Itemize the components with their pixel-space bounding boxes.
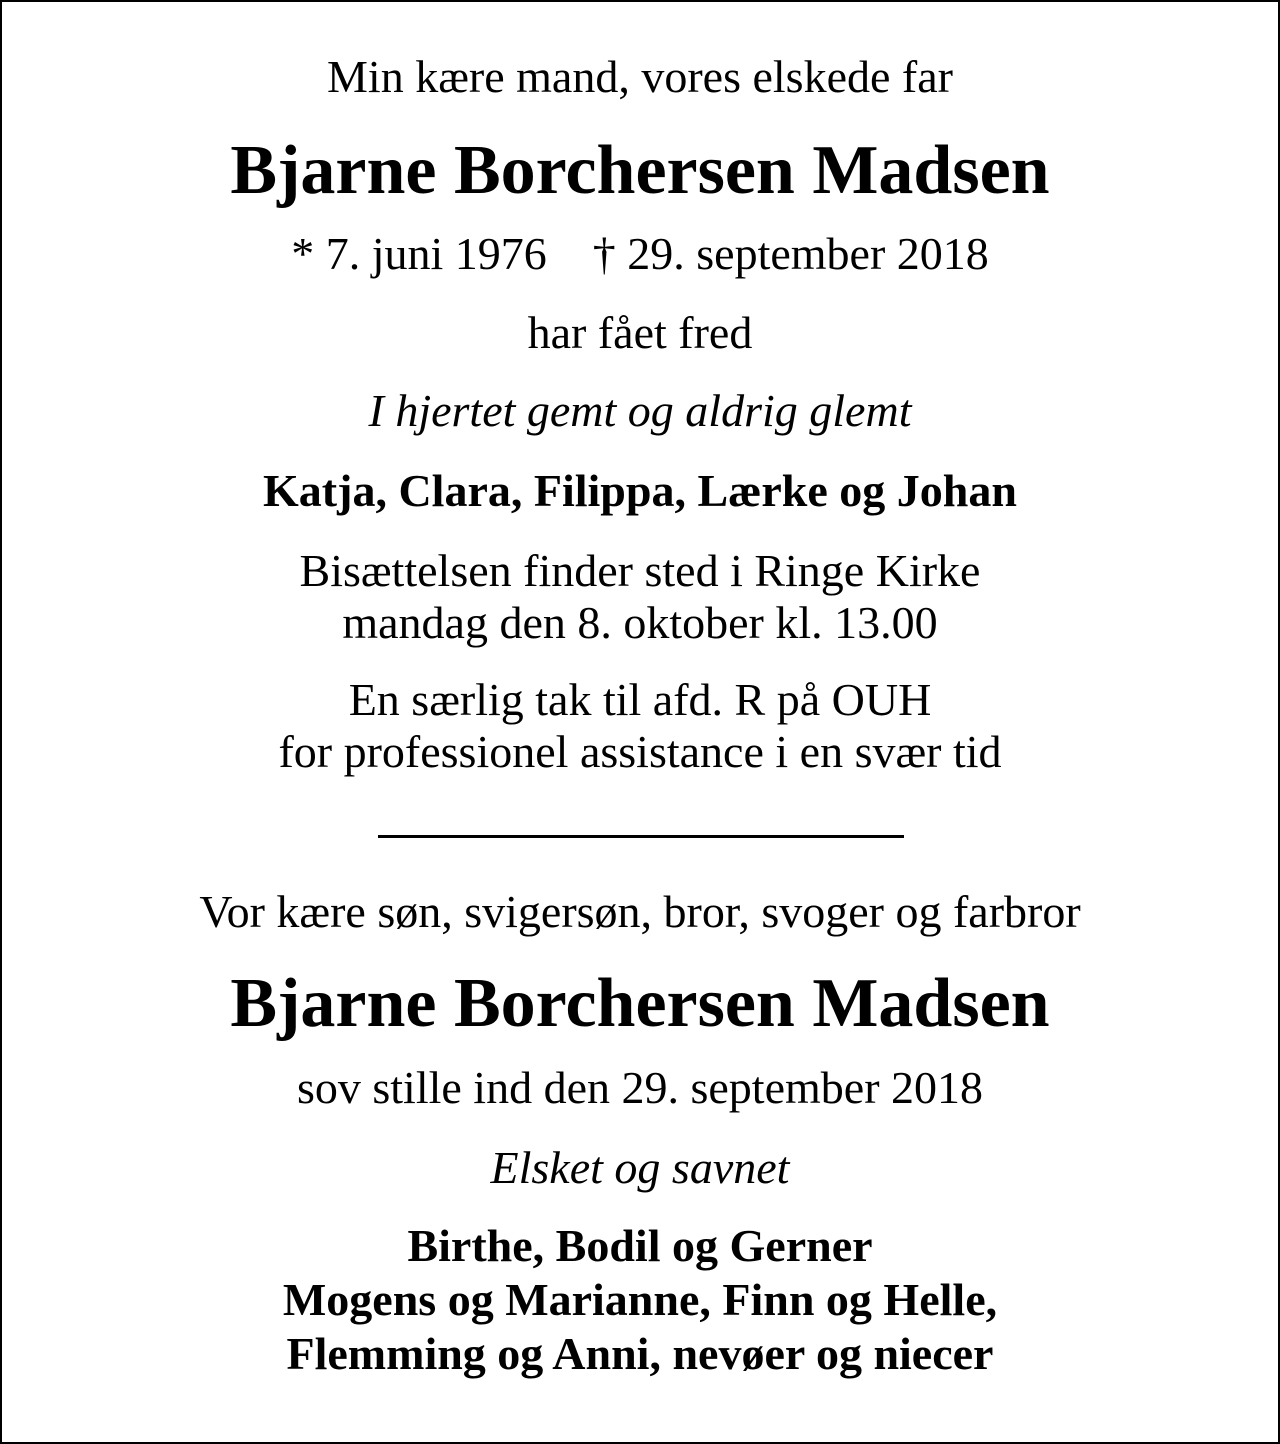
memorial-motto: Elsket og savnet — [490, 1142, 790, 1193]
notice-intro: Vor kære søn, svigersøn, bror, svoger og farbror — [199, 886, 1081, 937]
thanks-line: for professionel assistance i en svær tid — [278, 726, 1002, 777]
family-signature-line: Flemming og Anni, nevøer og niecer — [286, 1328, 994, 1379]
thanks-line: En særlig tak til afd. R på OUH — [348, 674, 932, 725]
notice-intro: Min kære mand, vores elskede far — [327, 51, 953, 102]
funeral-time-line: mandag den 8. oktober kl. 13.00 — [342, 597, 938, 648]
family-signature: Katja, Clara, Filippa, Lærke og Johan — [263, 465, 1017, 516]
funeral-info-line: Bisættelsen finder sted i Ringe Kirke — [299, 545, 981, 596]
life-dates — [0, 229, 1280, 280]
family-signature-line: Mogens og Marianne, Finn og Helle, — [282, 1274, 998, 1325]
status-text: sov stille ind den 29. september 2018 — [296, 1062, 984, 1113]
deceased-name: Bjarne Borchersen Madsen — [230, 965, 1050, 1042]
memorial-motto: I hjertet gemt og aldrig glemt — [368, 385, 912, 436]
deceased-name: Bjarne Borchersen Madsen — [230, 132, 1050, 209]
birth-date: * 7. juni 1976 — [291, 228, 547, 279]
family-signature-line: Birthe, Bodil og Gerner — [407, 1220, 873, 1271]
death-date: † 29. september 2018 — [592, 228, 989, 279]
section-divider — [378, 835, 904, 838]
status-text: har fået fred — [527, 307, 753, 358]
